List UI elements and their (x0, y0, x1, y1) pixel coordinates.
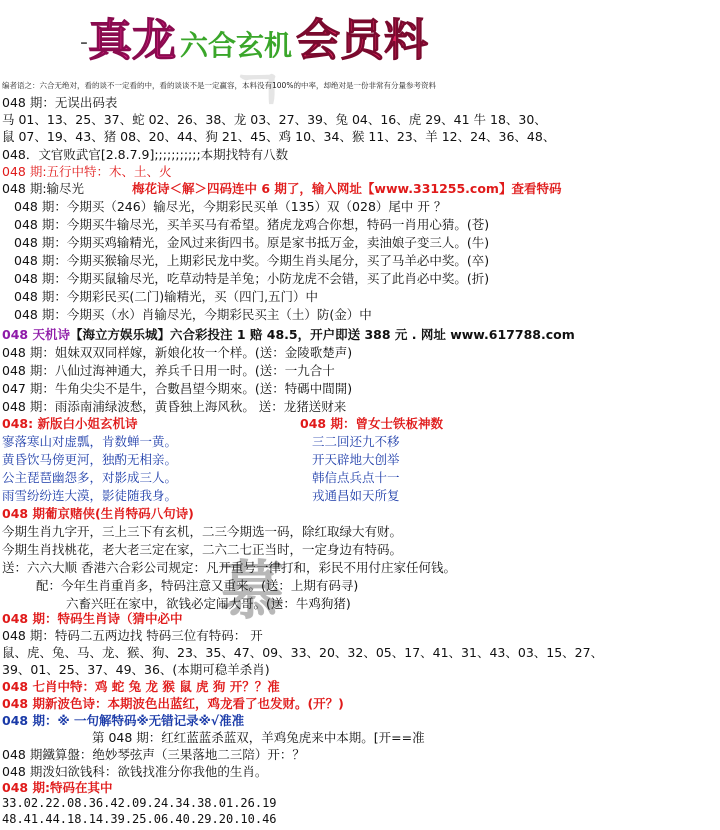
line-text: 送：六六大顺 香港六合彩公司规定：凡开重号一律打和，彩民不用付庄家任何钱。 (2, 560, 456, 575)
watermark-top: ㄱ (229, 56, 287, 124)
line-text: 048 期：今期买鸡输精光，金风过来街四书。原是家书抵万金，卖油娘子变三人。(牛) (14, 235, 490, 250)
line-text: 今期生肖找桃花，老大老三定在家，二六二七正当时，一定身边有特码。 (2, 542, 403, 557)
ad-link-331255[interactable]: 梅花诗＜解＞四码连中 6 期了，输入网址【www.331255.com】查看特码 (132, 181, 562, 196)
line-text: 配：今年生肖重肖多，特码注意又重来。(送：上期有码寻) (36, 578, 359, 593)
section-zengnvshi: 048 期：曾女士铁板神数 (300, 416, 443, 431)
section-tema: 048 期:特码在其中 (2, 780, 113, 795)
line-text: 048 期：八仙过海神通大，养兵千日用一时。(送：一九合十 (2, 363, 335, 378)
line-text: 048 期：姐妹双双同样嫁，新娘化妆一个样。(送：金陵歌楚声) (2, 345, 353, 360)
line-shujinguang: 048 期:输尽光 (2, 181, 85, 196)
line-text: 六畜兴旺在家中，欲钱必定闹大哥。(送：牛鸡狗猪) (66, 596, 351, 611)
line-text: 048 期：今期买（水）肖输尽光，今期彩民买主（土）防(金）中 (14, 307, 372, 322)
line-code-table-row1: 马 01、13、25、37、蛇 02、26、38、龙 03、27、39、兔 04、16、虎 29、41 牛 18、30、 (2, 112, 547, 127)
number-row: 48.41.44.18.14.39.25.06.40.29.20.10.46 (2, 812, 277, 826)
poem-line: 韩信点兵点十一 (312, 470, 400, 485)
poem-line: 黄昏饮马傍更河，独酌无相亲。 (2, 452, 178, 467)
line-text: 048 期泼妇欲钱科：欲钱找准分你我他的生肖。 (2, 764, 268, 779)
ad-link-617788[interactable]: 【海立方娱乐城】六合彩投注 1 赔 48.5，开户即送 388 元 . 网址 www.617788.com (70, 327, 575, 342)
poem-line: 寥落寒山对虚瓢，肯数蝉一黄。 (2, 434, 178, 449)
section-yiju: 048 期：※ 一句解特码※无错记录※√准准 (2, 713, 245, 728)
line-text: 048 期鐵算盤：绝妙琴弦声（三果落地二三陪）开：？ (2, 747, 305, 762)
poem-line: 三二回还九不移 (312, 434, 400, 449)
header (0, 0, 720, 70)
title-left: 真龙 (88, 15, 176, 66)
line-text: 048 期：今期买（246）输尽光，今期彩民买单（135）双（028）尾中 开 ？ (14, 199, 447, 214)
line-text: 今期生肖九字开，三上三下有玄机，二三今期选一码，除红取绿大有财。 (2, 524, 403, 539)
line-text: 048 期：雨添南浦绿波愁，黄昏独上海风秋。 送：龙猪送财来 (2, 399, 347, 414)
disclaimer: 编者语之：六合无绝对，看的谈不一定看的中，看的谈谈不是一定赢容，本料没有100%的中率，却绝对是一份非常有分量参考资料 (2, 81, 436, 90)
section-baixiaojie: 048: 新版白小姐玄机诗 (2, 416, 138, 431)
line-numbers: 39、01、25、37、49、36、(本期可稳羊杀肖) (2, 662, 270, 677)
line-text: 047 期：牛角尖尖不是牛，合數昌望今期來。(送：特碼中間開) (2, 381, 353, 396)
section-bose: 048 期新波色诗：本期波色出蓝红，鸡龙看了也发财。(开？) (2, 696, 344, 711)
title-right: 会员料 (296, 15, 429, 66)
title-mid: 六合玄机 (180, 29, 293, 62)
watermark-bottom: 慕 (220, 554, 284, 629)
line-text: 048 期：今期彩民买(二门)输精光，买（四门,五门）中 (14, 289, 319, 304)
number-row: 33.02.22.08.36.42.09.24.34.38.01.26.19 (2, 796, 277, 810)
line-wenguan: 048．文官败武官[2.8.7.9];;;;;;;;;;;本期找特有八数 (2, 147, 289, 162)
line-text: 048 期：特码二五两边找 特码三位有特码： 开 (2, 628, 263, 643)
line-code-table-title: 048 期：无误出码表 (2, 95, 118, 110)
poem-line: 戎通昌如天所复 (312, 488, 400, 503)
line-text: 第 048 期：红红蓝蓝杀蓝双，羊鸡兔虎来中本期。[开==准 (92, 730, 425, 745)
line-code-table-row2: 鼠 07、19、43、猪 08、20、44、狗 21、45、鸡 10、34、猴 11、23、羊 12、24、36、48、 (2, 129, 556, 144)
line-text: 048 期：今期买牛输尽光，买羊买马有希望。猪虎龙鸡合你想，特码一肖用心猜。(苍) (14, 217, 490, 232)
line-wuxing: 048 期:五行中特：木、土、火 (2, 164, 172, 179)
poem-line: 公主琵琶幽怨多，对影成三人。 (2, 470, 178, 485)
poem-line: 开天辟地大创举 (312, 452, 400, 467)
section-pujing: 048 期葡京赌侠(生肖特码八句诗) (2, 506, 194, 521)
section-qixiao: 048 七肖中特：鸡 蛇 兔 龙 猴 鼠 虎 狗 开？？准 (2, 679, 280, 694)
line-text: 048 期：今期买猴输尽光，上期彩民龙中奖。今期生肖头尾分，买了马羊必中奖。(卒) (14, 253, 490, 268)
poem-line: 雨雪纷纷连大漠，影徒随我身。 (2, 488, 178, 503)
line-numbers: 鼠、虎、兔、马、龙、猴、狗、23、35、47、09、33、20、32、05、17、41、31、43、03、15、27、 (2, 645, 604, 660)
title-dash: - (80, 30, 88, 55)
line-text: 048 期：今期买鼠输尽光，吃草动特是羊兔；小防龙虎不会错，买了此肖必中奖。(折) (14, 271, 490, 286)
section-texiao: 048 期：特码生肖诗（猜中必中 (2, 611, 183, 626)
section-tianji: 048 天机诗 (2, 327, 70, 342)
